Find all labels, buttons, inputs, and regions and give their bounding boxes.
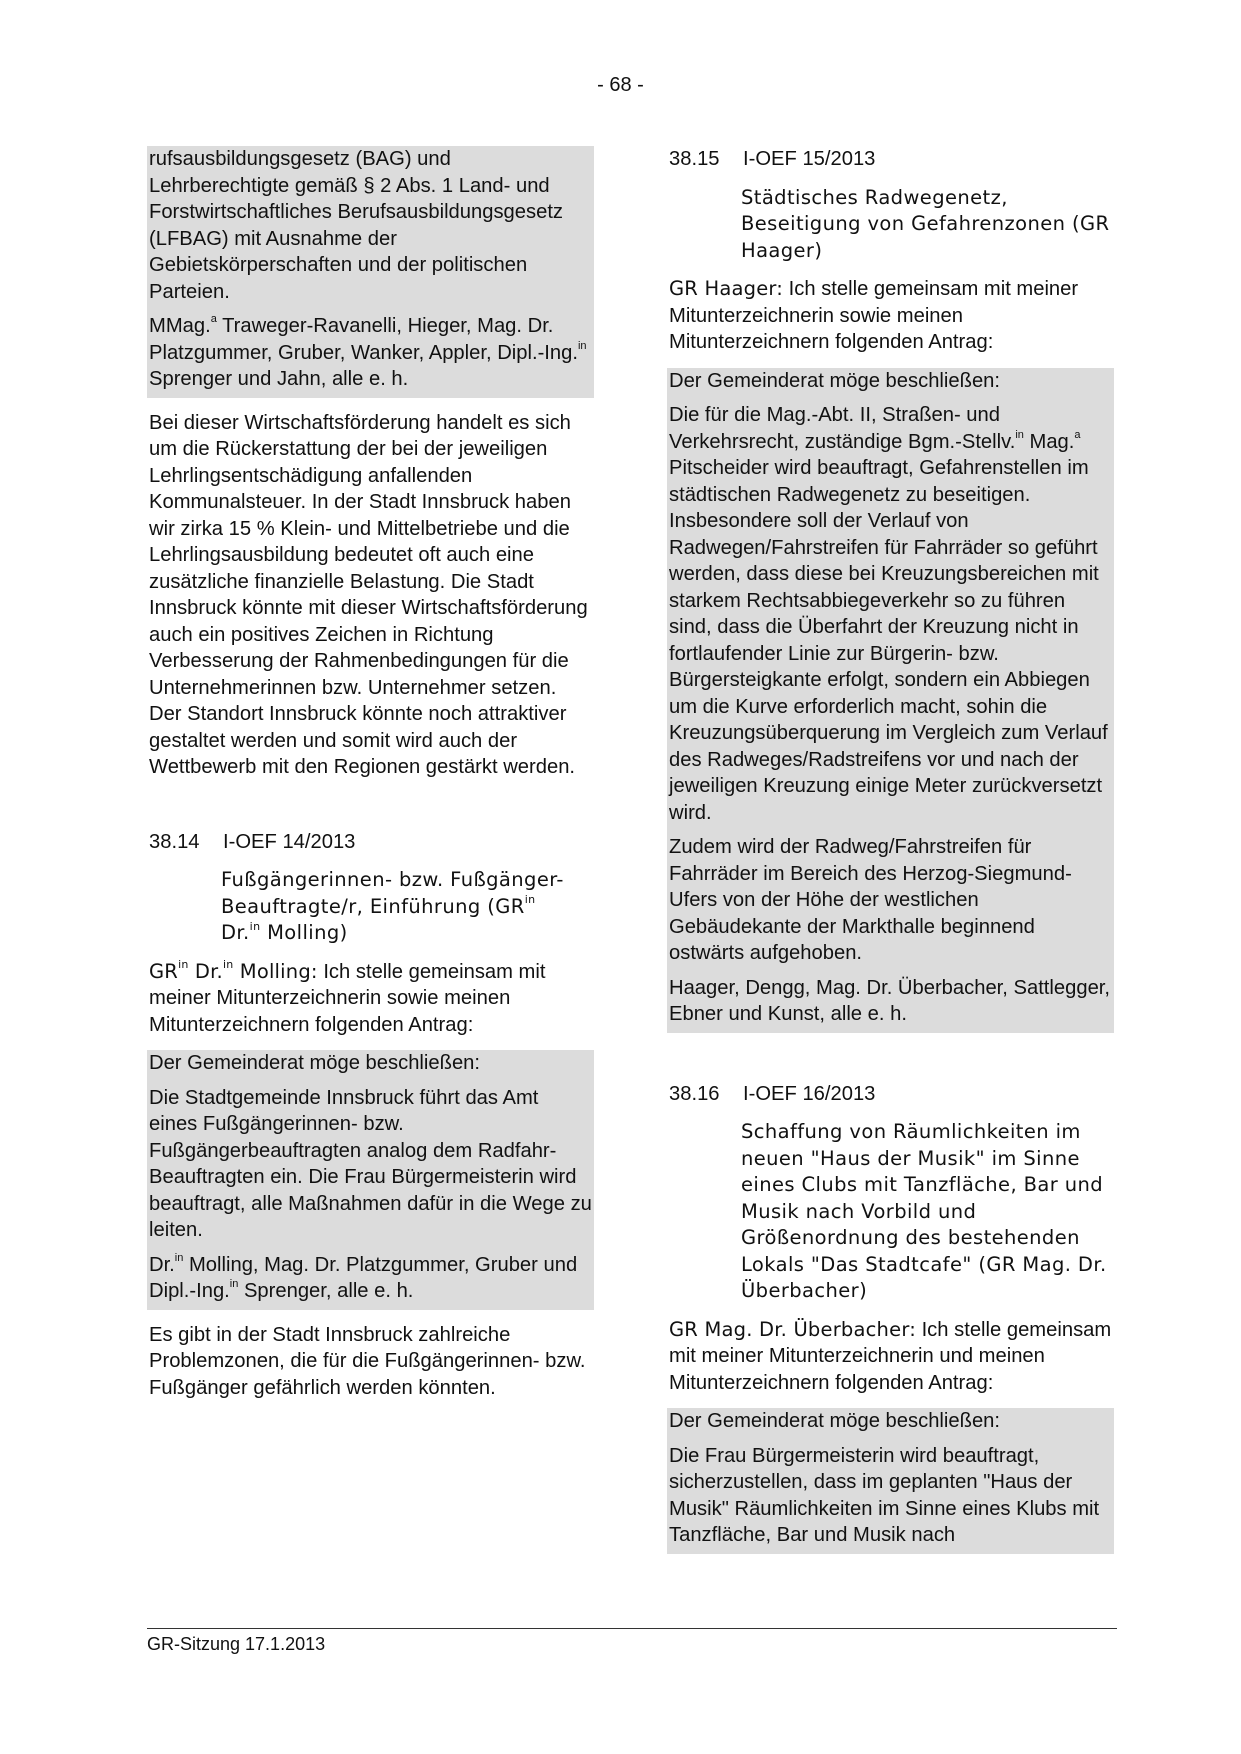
speaker-name: GR Mag. Dr. Überbacher: [669, 1317, 916, 1341]
item-heading: 38.16 I-OEF 16/2013 [669, 1082, 876, 1105]
explanation-text: Bei dieser Wirtschaftsförderung handelt es sich um die Rückerstattung der bei der jeweiligen Lehrlingsentschädigung anfallenden Kommunalsteuer. In der Stadt Innsbruck haben wir zirka 15 % Klein- und Mittelbetriebe und die Lehrlingsausbildung bedeutet oft auch eine zusätzliche finanzielle Belastung. Die Stadt Innsbruck könnte mit dieser Wirtschaftsförderung auch ein positives Zeichen in Richtung Verbesserung der Rahmenbedingungen für die Unternehmerinnen bzw. Unternehmer setzen. Der Standort Innsbruck könnte noch attraktiver gestaltet werden und somit wird auch der Wettbewerb mit den Regionen gestärkt werden. [149, 411, 588, 778]
motion-head: Der Gemeinderat möge beschließen: [149, 1052, 481, 1074]
item-heading: 38.14 I-OEF 14/2013 [149, 830, 356, 853]
motion-block [667, 1408, 1114, 1554]
motion-text: Die Frau Bürgermeisterin wird beauftragt, sicherzustellen, dass im geplanten "Haus der Musik" Räumlichkeiten im Sinne eines Klubs mit Tanzfläche, Bar und Musik nach [669, 1444, 1100, 1546]
item-title: Schaffung von Räumlichkeiten im neuen "Haus der Musik" im Sinne eines Clubs mit Tanzfläche, Bar und Musik nach Vorbild und Größenordnung des bestehenden Lokals "Das Stadtcafe" (GR Mag. Dr. Überbacher) [741, 1120, 1107, 1302]
item-title: Städtisches Radwegenetz, Beseitigung von Gefahrenzonen (GR Haager) [741, 185, 1110, 262]
motion-head: Der Gemeinderat möge beschließen: [669, 369, 1001, 392]
motion-block [147, 1050, 594, 1310]
item-intro: $GR^{in}$ Dr.$^{in}$ Molling: Ich stelle gemeinsam mit meiner Mitunterzeichnerin sowie meinen Mitunterzeichnern folgenden Antrag: [149, 958, 546, 1036]
footer-divider [147, 1628, 1117, 1629]
left-column [147, 146, 594, 1413]
item-intro: GR Mag. Dr. Überbacher: Ich stelle gemeinsam mit meiner Mitunterzeichnerin und meinen Mitunterzeichnern folgenden Antrag: [669, 1317, 1112, 1394]
item-title: Fußgängerinnen- bzw. Fußgänger-Beauftragte/r, Einführung ($GR^{in}$ Dr.$^{in}$ Molling) [221, 868, 564, 944]
motion-signers: Dr.$^{in}$ Molling, Mag. Dr. Platzgummer, Gruber und Dipl.-Ing.$^{in}$ Sprenger, alle e. h. [149, 1251, 578, 1302]
motion-block [667, 368, 1114, 1033]
page-number: - 68 - [597, 74, 644, 96]
right-column [667, 146, 1114, 1566]
motion-head: Der Gemeinderat möge beschließen: [669, 1410, 1001, 1432]
continued-motion-text: rufsausbildungsgesetz (BAG) und Lehrberechtigte gemäß § 2 Abs. 1 Land- und Forstwirtschaftliches Berufsausbildungsgesetz (LFBAG) mit Ausnahme der Gebietskörperschaften und der politischen Parteien. [149, 148, 564, 303]
item-explanation: Es gibt in der Stadt Innsbruck zahlreiche Problemzonen, die für die Fußgängerinnen- bzw. Fußgänger gefährlich werden könnten. [149, 1323, 586, 1399]
speaker-name: GR Haager: [669, 277, 784, 300]
item-intro: GR Haager: Ich stelle gemeinsam mit meiner Mitunterzeichnerin sowie meinen Mitunterzeichnern folgenden Antrag: [669, 277, 1079, 353]
continued-signers: MMag.$^a$ Traweger-Ravanelli, Hieger, Mag. Dr. Platzgummer, Gruber, Wanker, Appler, Dipl.-Ing.$^{in}$ Sprenger und Jahn, alle e. h. [149, 313, 587, 390]
motion-signers: Haager, Dengg, Mag. Dr. Überbacher, Sattlegger, Ebner und Kunst, alle e. h. [669, 976, 1111, 1025]
continued-motion-block [147, 146, 594, 398]
motion-text: Die für die Mag.-Abt. II, Straßen- und Verkehrsrecht, zuständige Bgm.-Stellv.$^{in}$ Mag.$^a$ Pitscheider wird beauftragt, Gefahrenstellen im städtischen Radwegenetz zu beseitigen. Insbesondere soll der Verlauf von Radwegen/Fahrstreifen für Fahrräder so geführt werden, dass diese bei Kreuzungsbereichen mit starkem Rechtsabbiegeverkehr so zu führen sind, dass die Überfahrt der Kreuzung nicht in fortlaufender Linie zur Bürgerin- bzw. Bürgersteigkante erfolgt, sondern ein Abbiegen um die Kurve erforderlich macht, sohin die Kreuzungsüberquerung im Vergleich zum Verlauf des Radweges/Radstreifens vor und nach der jeweiligen Kreuzung einige Meter zurückversetzt wird. [669, 404, 1108, 824]
footer-text: GR-Sitzung 17.1.2013 [147, 1634, 326, 1654]
motion-text: Die Stadtgemeinde Innsbruck führt das Amt eines Fußgängerinnen- bzw. Fußgängerbeauftragten analog dem Radfahr-Beauftragten ein. Die Frau Bürgermeisterin wird beauftragt, alle Maßnahmen dafür in die Wege zu leiten. [149, 1086, 592, 1241]
motion-text-extra: Zudem wird der Radweg/Fahrstreifen für Fahrräder im Bereich des Herzog-Siegmund-Ufers von der Höhe der westlichen Gebäudekante der Markthalle beginnend ostwärts aufgehoben. [669, 836, 1072, 964]
item-heading: 38.15 I-OEF 15/2013 [669, 148, 876, 170]
speaker-name: $GR^{in}$ Dr.$^{in}$ Molling: [149, 958, 318, 983]
